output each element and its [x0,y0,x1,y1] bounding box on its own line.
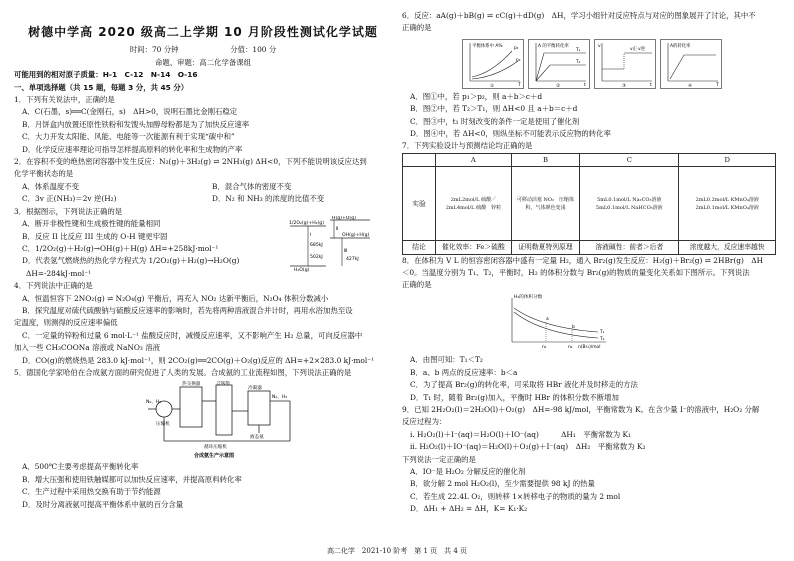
q7-cell-b: 可移动活塞 NO₂ 压缩体积，气体颜色变浅 [511,167,579,241]
energy-diagram-top: 1/2O₂(g)+H₂(g) [289,220,324,226]
q8-graph-ylabel: H₂的体积分数 [514,294,543,300]
graph-2-ylabel: A 的平衡转化率 [538,43,569,49]
q2-option-d: D．N₂ 和 NH₃ 的浓度的比值不变 [212,194,325,204]
q4-option-a: A．恒温恒容下 2NO₂(g) ⇌ N₂O₄(g) 平衡后，再充入 NO₂ 达新平衡后，N₂O₄ 体积分数减小 [22,293,329,303]
ammonia-flow-diagram [144,381,304,459]
q1-stem: 1．下列有关说法中，正确的是 [14,95,115,105]
energy-diagram-l3: Ⅲ [344,248,348,254]
q7-header-a: A [436,153,512,166]
q9-option-d: D．ΔH₁ + ΔH₂ = ΔH，K= K₁·K₂ [410,504,528,514]
q4-option-b-2: 定温度，则测得的反应速率偏低 [14,318,118,328]
q8-option-b: B．a、b 两点的反应速率：b＜a [410,367,518,377]
graph-3-ylabel: v [598,43,601,49]
q8-graph-curve-1: T₁ [600,329,605,335]
committee: 命题、审题：高二化学备课组 [154,57,252,67]
q7-cell-c: 5mL0.1mol/L Na₂CO₃溶液 5mL0.1mol/L NaHCO₃溶液 [580,167,679,241]
q8-stem: 8．在体积为 V L 的恒容密闭容器中盛有一定量 H₂，通入 Br₂(g)发生反应：H₂(g)＋Br₂(g) ⇌ 2HBr(g) ΔH [402,255,764,265]
q2-options-row2 [14,193,392,205]
q6-option-a: A．图①中，若 p₁＞p₂，则 a＋b＞c＋d [410,91,543,101]
q1-option-a: A．C(石墨，s)══C(金刚石，s) ΔH>0，说明石墨比金刚石稳定 [22,107,238,117]
flow-label-2: 压缩机 [156,422,170,428]
q6-graphs [462,39,782,89]
q8-graph [502,292,612,350]
flow-label-5: 冷凝器 [248,386,262,392]
q5-option-a: A．500℃主要考虑提高平衡转化率 [22,462,139,472]
graph-3-curve-2: v逆 [638,46,645,52]
q5-option-d: D．及时分离液氨可提高平衡体系中氨的百分含量 [22,499,184,509]
graph-3 [594,39,656,89]
q9-step-i: i. H₂O₂(l)＋I⁻(aq)＝H₂O(l)＋IO⁻(aq) ΔH₁ 平衡常数为 K₁ [410,429,631,439]
q8-graph-xlabel: n(Br₂)/mol [578,344,601,350]
graph-4-ylabel: A的转化率 [670,43,691,49]
q8-graph-curve-2: T₂ [600,336,605,342]
q2-options-row1 [14,181,392,193]
q7-table [402,153,776,255]
graph-3-curve-1: v正 [630,46,637,52]
q7-conclusion-c: 溶液碱性：前者＞后者 [580,241,679,254]
q2-stem: 2．在容积不变的绝热密闭容器中发生反应：N₂(g)＋3H₂(g) ⇌ 2NH₃(g) ΔH<0，下列不能说明该反应达到 [14,157,367,167]
q9-stem-3: 下列说法一定正确的是 [402,454,476,464]
graph-1-curve-2: p₂ [516,57,521,63]
energy-diagram-v1: 685kJ [310,242,323,248]
q8-graph-x1: n₁ [542,344,547,350]
flow-label-1: N₂、H₂ [146,400,162,406]
flow-label-7: N₂、H₂ [272,395,288,401]
q4-option-d: D．CO(g)的燃烧热是 283.0 kJ·mol⁻¹，则 2CO₂(g)══2CO(g)＋O₂(g)反应的 ΔH=+2×283.0 kJ·mol⁻¹ [22,355,375,365]
q4-option-b: B．探究温度对硫代硫酸钠与硫酸反应速率的影响时，若先将两种溶液混合并计时，再用水浴加热至设 [22,305,353,315]
q8-graph-x2: n₂ [568,344,573,350]
graph-2-num: ② [556,83,561,89]
q9-option-a: A．IO⁻是 H₂O₂ 分解反应的催化剂 [410,466,526,476]
q3-stem: 3．根据图示，下列说法正确的是 [14,206,123,216]
energy-diagram-v4: 502kJ [310,254,323,260]
q6-option-d: D．图④中，若 ΔH<0，则纵坐标不可能表示反应物的转化率 [410,129,611,139]
graph-3-num: ③ [622,83,627,89]
q7-header-b: B [511,153,579,166]
section-title: 一、单项选择题（共 15 题，每题 3 分，共 45 分） [14,82,189,92]
q6-option-b: B．图②中，若 T₂＞T₁，则 ΔH<0 且 a＋b＝c＋d [410,104,578,114]
q8-option-a: A．由图可知：T₁＜T₂ [410,355,483,365]
graph-1-ylabel: 平衡体系中 A% [472,43,503,49]
energy-diagram-v2: OH(g)+H(g) [342,232,370,238]
q3-block [14,206,392,280]
energy-diagram [286,216,374,272]
q5-option-c: C．生产过程中采用热交换有助于节约能源 [22,487,161,497]
q8-graph-point-b: b [572,324,575,330]
q7-conclusion-d: 浓度越大，反应速率越快 [679,241,776,254]
energy-diagram-l1: Ⅰ [310,232,312,238]
graph-4 [660,39,722,89]
q8-stem-2: ＜0。当温度分别为 T₁、T₂，平衡时，H₂ 的体积分数与 Br₂(g)的物质的量变化关系如下图所示。下列说法 [402,268,750,278]
flow-label-6: 液态氨 [250,435,264,441]
graph-4-num: ④ [688,83,693,89]
page-footer: 高二化学 2021-10 阶考 第 1 页 共 4 页 [326,547,468,555]
q6-option-c: C．图③中，t₁ 时刻改变的条件一定是使用了催化剂 [410,116,580,126]
flow-label-3: 热交换器 [182,382,201,388]
q3-option-d-2: ΔH=-284kJ·mol⁻¹ [26,268,92,278]
q8-option-d: D．T₁ 时，随着 Br₂(g)加入，平衡时 HBr 的体积分数不断增加 [410,392,619,402]
graph-1-num: ① [490,83,495,89]
flow-label-8: 循环压缩机 [204,445,227,451]
q7-stem: 7．下列实验设计与预测结论均正确的是 [402,141,533,151]
q9-step-ii: ii. H₂O₂(l)＋IO⁻(aq)＝H₂O(l)＋O₂(g)＋I⁻(aq) ΔH₂ 平衡常数为 K₂ [410,442,646,452]
q7-conclusion-a: 催化效率：Fe＞硫酸 [436,241,512,254]
q4-stem: 4．下列说法中正确的是 [14,281,93,291]
left-column [14,14,392,511]
q9-stem: 9．已知 2H₂O₂(l)＝2H₂O(l)＋O₂(g) ΔH=-98 kJ/mol，平衡常数为 K。在含少量 I⁻的溶液中，H₂O₂ 分解 [402,404,760,414]
q7-row-label-exp: 实验 [403,167,436,241]
q3-option-b: B．反应 II 比反应 III 生成的 O-H 键更牢固 [22,231,168,241]
graph-2-xlabel: t [584,82,586,88]
q8-stem-3: 正确的是 [402,280,432,290]
q5-stem: 5．德国化学家哈伯在合成氨方面的研究促进了人类的发展。合成氨的工业流程如图，下列说法正确的是 [14,367,352,377]
q7-cell-d: 2mL0.2mol/L KMnO₄溶液 2mL0.1mol/L KMnO₄溶液 [679,167,776,241]
q2-option-b: B．混合气体的密度不变 [212,181,292,191]
graph-4-xlabel: T [716,82,719,88]
energy-diagram-bottom: H₂O(g) [294,267,310,272]
q7-header-d: D [679,153,776,166]
q1-option-b: B．月饼盒内放置还原性铁粉和发馊头加醇母粉都是为了加快反应速率 [22,119,250,129]
q8-option-c: C．为了提高 Br₂(g)的转化率，可采取将 HBr 液化并及时移走的方法 [410,380,638,390]
q3-option-d: D．代表氢气燃烧热的热化学方程式为 1/2O₂(g)＋H₂(g)→H₂O(g) [22,256,240,266]
energy-diagram-l2: Ⅱ [336,226,339,232]
time-score: 时间：70 分钟 分值：100 分 [129,45,277,55]
q8-graph-point-a: a [546,316,549,322]
q2-option-a: A．体系温度不变 [22,181,80,191]
exam-title: 树德中学高 2020 级高二上学期 10 月阶段性测试化学试题 [28,25,378,39]
graph-3-xlabel: t [650,82,652,88]
q7-header-c: C [580,153,679,166]
q7-row-label-conc: 结论 [403,241,436,254]
q7-cell-a: 2mL2mol/L 硫酸／2mL4mol/L 硫酸 锌粒 [436,167,512,241]
q2-option-c: C．3v 正(NH₃)＝2v 逆(H₂) [22,194,117,204]
graph-1-xlabel: T [518,82,521,88]
atomic-masses: 可能用到的相对原子质量：H-1 C-12 N-14 O-16 [14,70,198,80]
q7-header-0 [403,153,436,166]
q4-option-c: C．一定量的锌粉和过量 6 mol·L⁻¹ 盐酸反应时，减慢反应速率，又不影响产生 H₂ 总量，可向反应器中 [22,330,363,340]
graph-1-curve-1: p₁ [514,45,519,51]
q1-option-d: D．化学反应速率理论可指导怎样提高原料的转化率和生成物的产率 [22,144,243,154]
q1-option-c: C．大力开发太阳能、风能、电能等一次能源有利于实现“碳中和” [22,132,235,142]
graph-2-curve-1: T₁ [576,47,581,53]
energy-diagram-mid: H(g)+O(g) [332,215,356,221]
graph-2 [528,39,590,89]
q9-option-c: C．若生成 22.4L O₂，则转移 1×转移电子的物质的量为 2 mol [410,491,621,501]
right-column [402,10,782,516]
q3-option-c: C．1/2O₂(g)＋H₂(g)→OH(g)＋H(g) ΔH=+258kJ·mol⁻¹ [22,243,219,253]
q9-stem-2: 反应过程为： [402,417,447,427]
q6-stem: 6．反应：aA(g)＋bB(g) ⇌ cC(g)＋dD(g) ΔH，学习小组针对反应特点与对应的图象展开了讨论，其中不 [402,11,756,20]
energy-diagram-v3: 427kJ [346,256,359,262]
q5-option-b: B．增大压强和使用铁触媒都可以加快反应速率，并提高原料转化率 [22,474,242,484]
graph-1 [462,39,524,89]
q3-option-a: A．断开非极性键和生成极性键的能量相同 [22,219,161,229]
q7-conclusion-b: 证明勒夏特列原理 [511,241,579,254]
graph-2-curve-2: T₂ [576,59,581,65]
q4-option-c-2: 加入一些 CH₃COONa 溶液或 NaNO₃ 溶液 [14,343,160,353]
flow-caption: 合成氨生产示意图 [194,453,235,460]
q2-stem-2: 化学平衡状态的是 [14,169,74,179]
q9-option-b: B．欲分解 2 mol H₂O₂(l)，至少需要提供 98 kJ 的热量 [410,479,595,489]
q6-stem-2: 正确的是 [402,23,432,33]
flow-label-4: 合成塔 [216,381,230,387]
